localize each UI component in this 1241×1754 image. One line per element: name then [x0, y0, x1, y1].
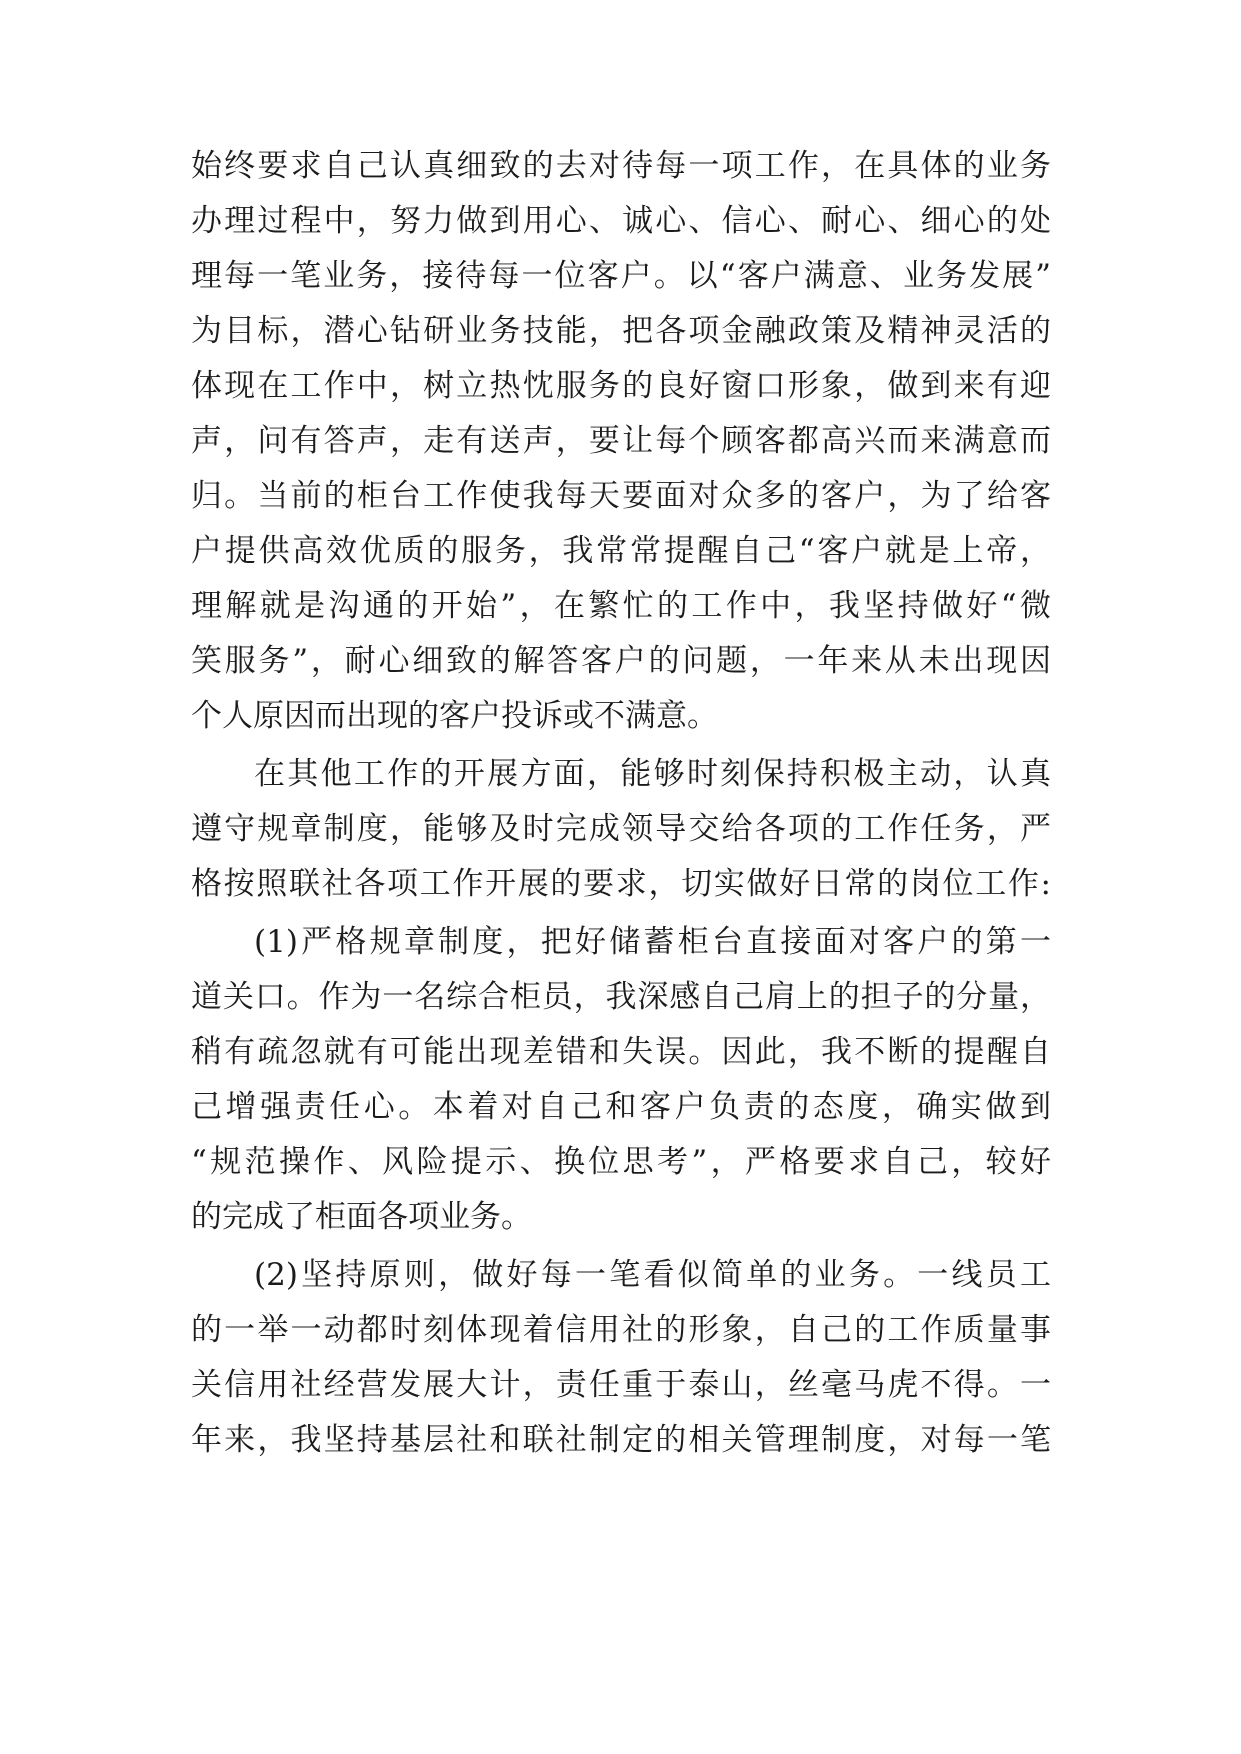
text-line: 遵守规章制度，能够及时完成领导交给各项的工作任务，严	[191, 811, 1051, 847]
text-line: 己增强责任心。本着对自己和客户负责的态度，确实做到	[191, 1089, 1051, 1125]
text-line: 理解就是沟通的开始”，在繁忙的工作中，我坚持做好“微	[191, 588, 1051, 624]
text-line: 个人原因而出现的客户投诉或不满意。	[191, 698, 718, 734]
text-line: 笑服务”，耐心细致的解答客户的问题，一年来从未出现因	[191, 643, 1051, 679]
text-line: “规范操作、风险提示、换位思考”，严格要求自己，较好	[191, 1144, 1051, 1180]
paragraph-first-line: 在其他工作的开展方面，能够时刻保持积极主动，认真	[254, 756, 1051, 792]
list-item-2-first-line: (2)坚持原则，做好每一笔看似简单的业务。一线员工	[254, 1257, 1051, 1293]
text-line: 办理过程中，努力做到用心、诚心、信心、耐心、细心的处	[191, 203, 1051, 239]
text-line: 理每一笔业务，接待每一位客户。以“客户满意、业务发展”	[191, 258, 1051, 294]
text-line: 稍有疏忽就有可能出现差错和失误。因此，我不断的提醒自	[191, 1034, 1051, 1070]
text-line: 体现在工作中，树立热忱服务的良好窗口形象，做到来有迎	[191, 368, 1051, 404]
text-line: 关信用社经营发展大计，责任重于泰山，丝毫马虎不得。一	[191, 1367, 1051, 1403]
text-line: 为目标，潜心钻研业务技能，把各项金融政策及精神灵活的	[191, 313, 1051, 349]
text-line: 格按照联社各项工作开展的要求，切实做好日常的岗位工作:	[191, 866, 1051, 902]
text-line: 归。当前的柜台工作使我每天要面对众多的客户，为了给客	[191, 478, 1051, 514]
text-line: 始终要求自己认真细致的去对待每一项工作，在具体的业务	[191, 148, 1051, 184]
list-item-1-first-line: (1)严格规章制度，把好储蓄柜台直接面对客户的第一	[254, 924, 1051, 960]
text-line: 的完成了柜面各项业务。	[191, 1199, 532, 1235]
text-line: 声，问有答声，走有送声，要让每个顾客都高兴而来满意而	[191, 423, 1051, 459]
text-line: 的一举一动都时刻体现着信用社的形象，自己的工作质量事	[191, 1312, 1051, 1348]
text-line: 道关口。作为一名综合柜员，我深感自己肩上的担子的分量，	[191, 979, 1051, 1015]
text-line: 年来，我坚持基层社和联社制定的相关管理制度，对每一笔	[191, 1422, 1051, 1458]
text-line: 户提供高效优质的服务，我常常提醒自己“客户就是上帝，	[191, 533, 1051, 569]
